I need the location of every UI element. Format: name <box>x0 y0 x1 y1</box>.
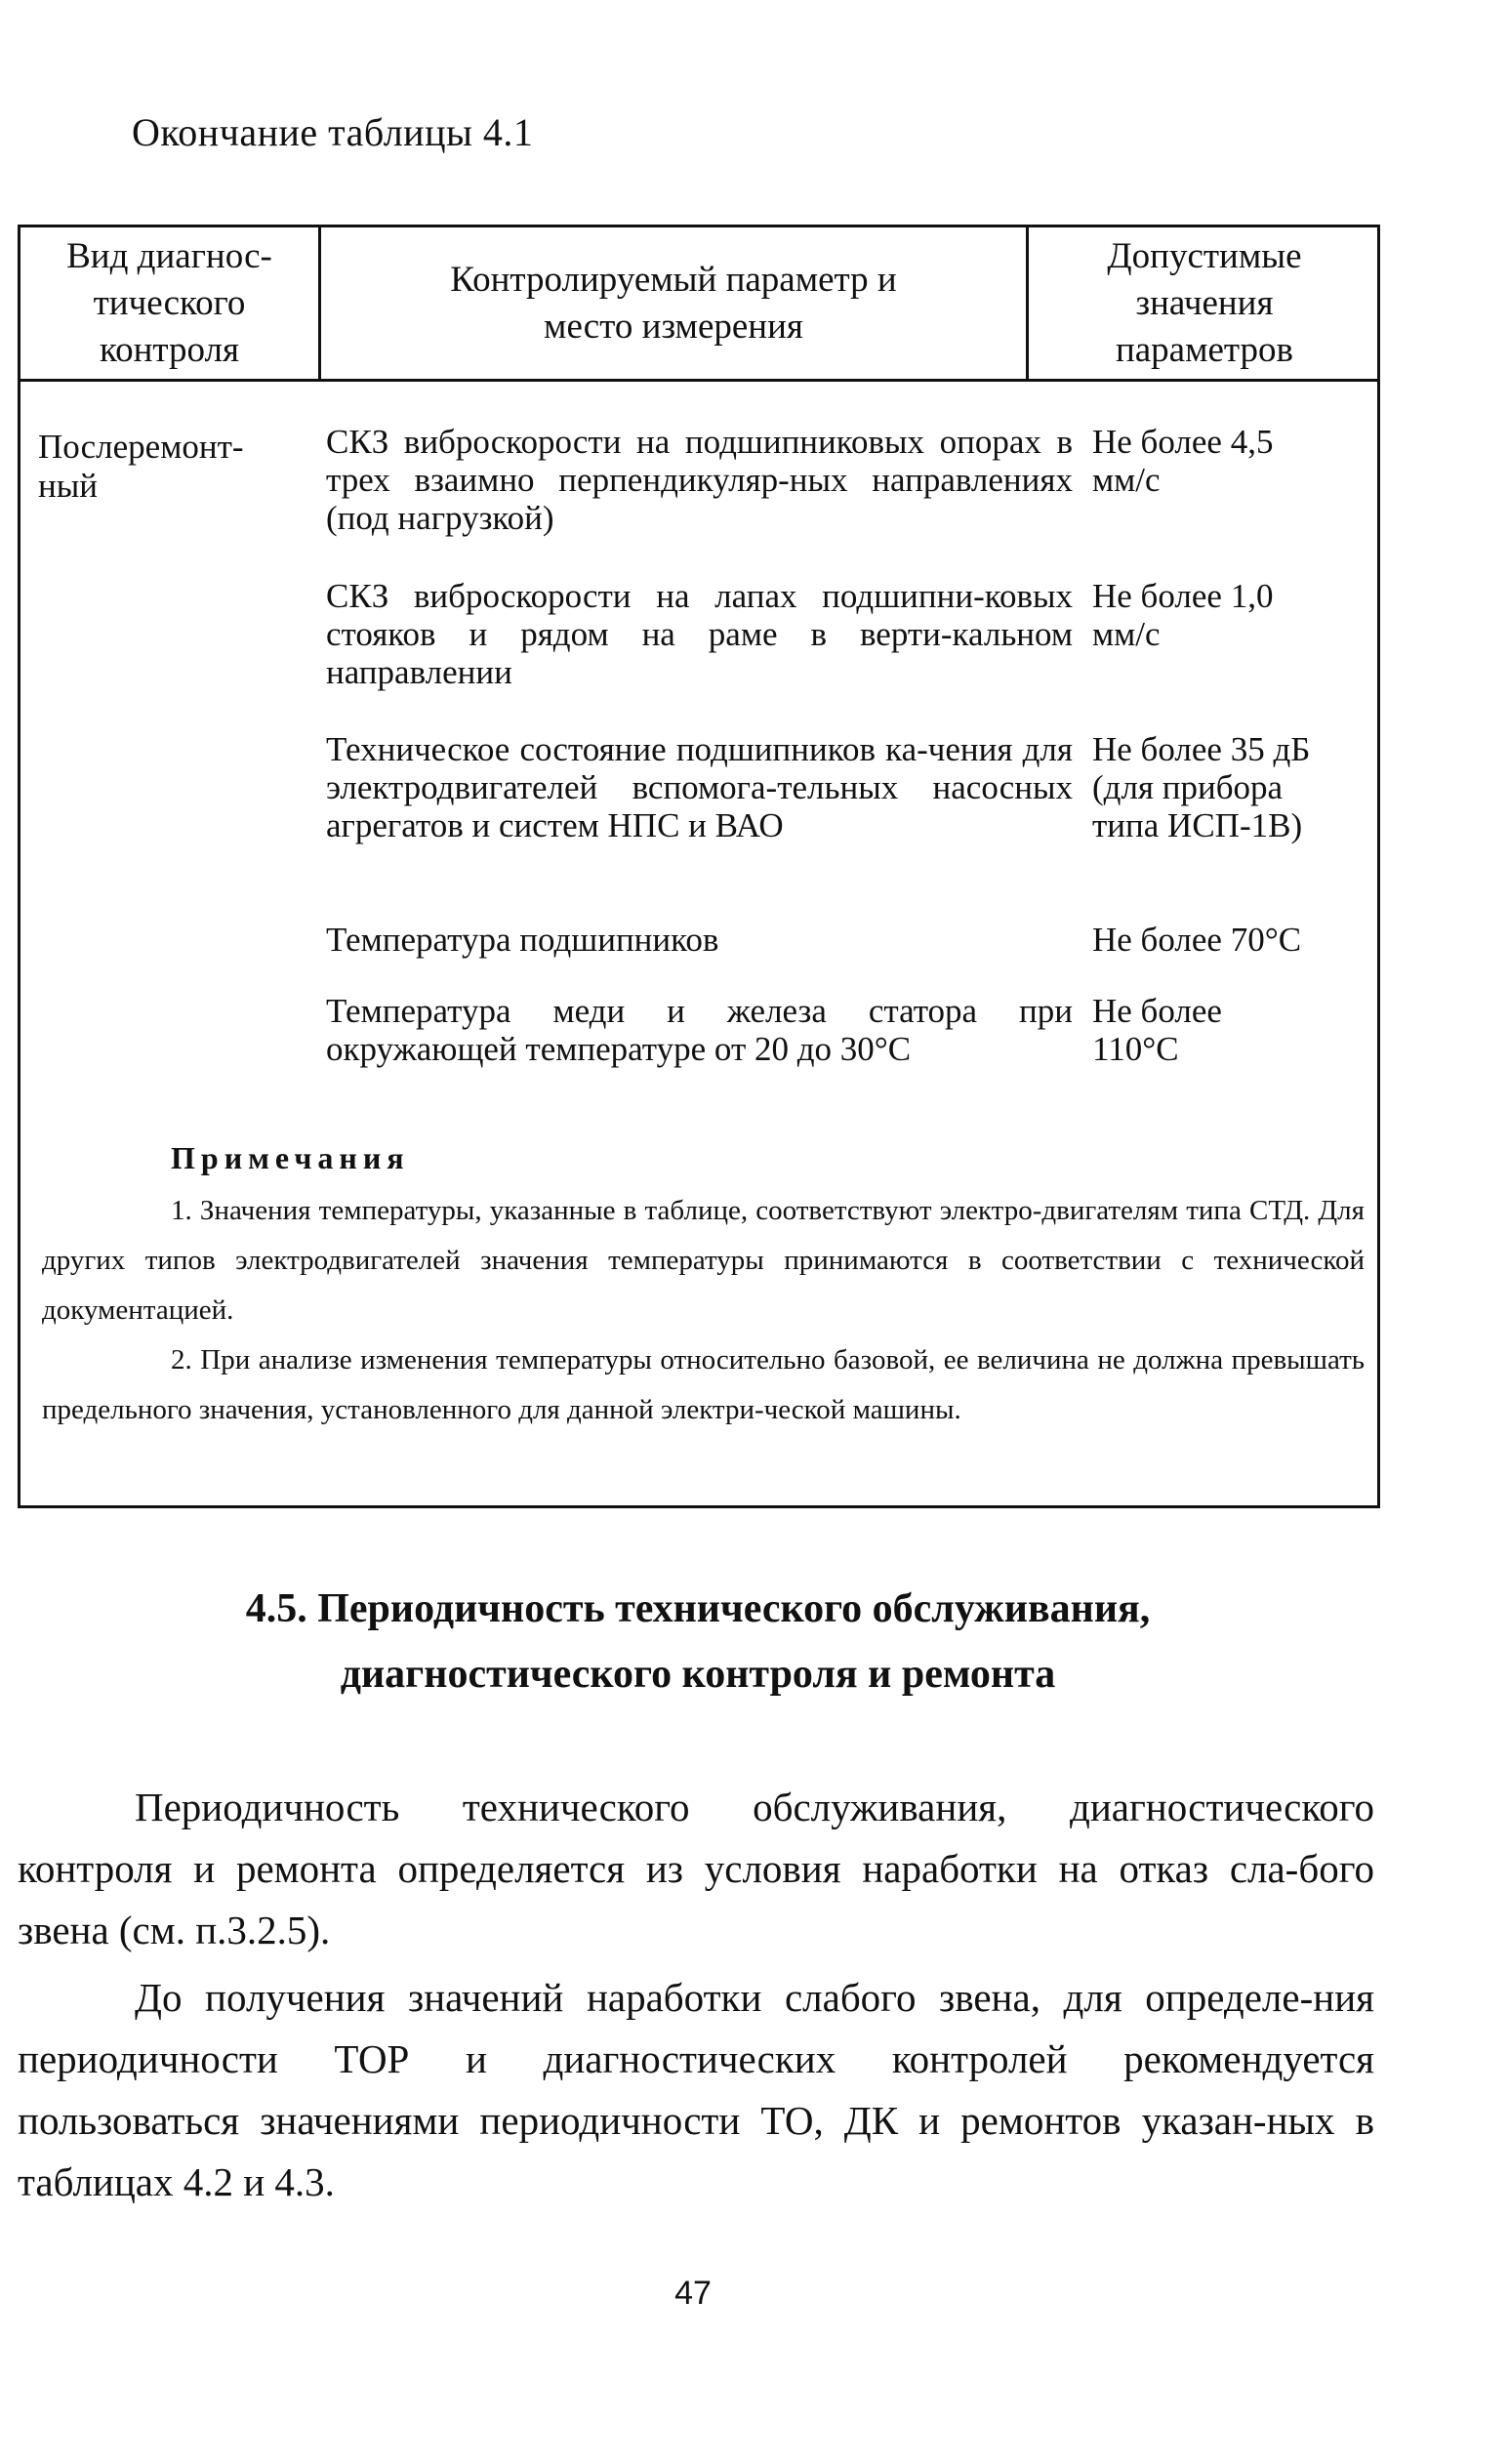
notes-title: Примечания <box>171 1140 410 1175</box>
parameter-cell: Температура подшипников <box>326 921 719 959</box>
note-item: 2. При анализе изменения температуры относительно базовой, ее величина не должна превышать предельного значения, установленного для данной электри-ческой машины. <box>42 1344 1365 1425</box>
parameter-cell: Температура меди и железа статора при окружающей температуре от 20 до 30°С <box>326 992 1073 1068</box>
value-cell: Не более 35 дБ (для прибора типа ИСП-1В) <box>1092 730 1311 844</box>
control-type-cell: Послеремонт- ный <box>38 428 244 505</box>
note-item: 1. Значения температуры, указанные в таблице, соответствуют электро-двигателям типа СТД. Для других типов электродвигателей значения температуры принимаются в соответствии с технической документацией. <box>42 1195 1365 1326</box>
body-paragraph: Периодичность технического обслуживания, диагностического контроля и ремонта определяется из условия наработки на отказ сла-бого звена (см. п.3.2.5). <box>18 1785 1374 1952</box>
parameter-cell: СКЗ виброскорости на подшипниковых опорах в трех взаимно перпендикуляр-ных направлениях (под нагрузкой) <box>326 423 1073 537</box>
section-heading-line: 4.5. Периодичность технического обслуживания, <box>245 1586 1151 1631</box>
body-paragraph: До получения значений наработки слабого звена, для определе-ния периодичности ТОР и диагностических контролей рекомендуется пользоваться значениями периодичности ТО, ДК и ремонтов указан-ных в таблицах 4.2 и 4.3. <box>18 1975 1374 2204</box>
value-cell: Не более 1,0 мм/с <box>1092 577 1274 653</box>
parameter-cell: СКЗ виброскорости на лапах подшипни-ковых стояков и рядом на раме в верти-кальном направлении <box>326 577 1073 691</box>
table-notes <box>42 1140 1365 1435</box>
page-number: 47 <box>674 2275 712 2312</box>
section-heading <box>98 1577 1298 1707</box>
header-control-type: Вид диагнос- тического контроля <box>66 235 272 370</box>
table-caption: Окончание таблицы 4.1 <box>132 110 534 154</box>
value-cell: Не более 70°С <box>1092 921 1302 959</box>
header-allowed-values: Допустимые значения параметров <box>1107 235 1302 370</box>
parameter-cell: Техническое состояние подшипников ка-чения для электродвигателей вспомога-тельных насосных агрегатов и систем НПС и ВАО <box>326 730 1073 844</box>
value-cell: Не более 110°С <box>1092 992 1222 1068</box>
value-cell: Не более 4,5 мм/с <box>1092 423 1274 499</box>
diagnostic-table <box>18 225 1380 1508</box>
header-divider <box>20 379 1377 382</box>
header-parameter: Контролируемый параметр и место измерения <box>450 259 897 347</box>
section-heading-line: диагностического контроля и ремонта <box>340 1652 1056 1697</box>
